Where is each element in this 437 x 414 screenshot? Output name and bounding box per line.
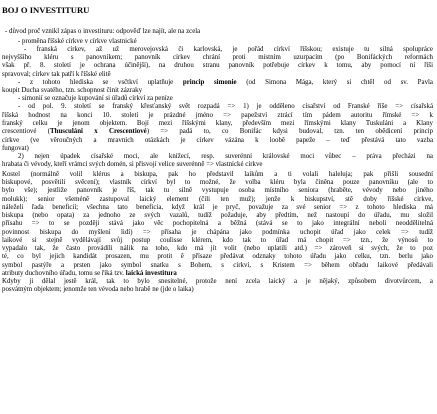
text-line: fungovat) bbox=[2, 145, 29, 152]
text-line: - simonií se označuje kupování si úřadů církví za peníze bbox=[18, 95, 173, 102]
text-line: - franská církev, až už merovejovská či karlovská, je pořád církví říšskou; existuje tu silná spolupráce bbox=[24, 46, 433, 53]
text-line: 2) nejen úpadek císařské moci, ale knížecí, resp. suverénní královské moci vůbec – práva přecházi na bbox=[18, 153, 433, 160]
text-line: hrabata či vévody, kteří vrámci svých domén, si přisvojí velice suverénně => vlastnické církve bbox=[2, 161, 263, 168]
text-line: koupit Ducha svatého, tzn. schopnost činit zázraky bbox=[2, 87, 143, 94]
bold-term: princip simonie bbox=[182, 79, 237, 86]
text-line: - proměna říšské církve v církve vlastnické bbox=[18, 38, 137, 45]
text-line: církve (ve věroučných a mravních otázkách je církev vázána k loobě papeže – teď přestává tato vazba bbox=[2, 137, 433, 144]
text-line: přísahu => to se později stává jako věc pochopitelná a běžná (stává se to jako integrální neboli neoddělitelná bbox=[2, 220, 433, 227]
text-line: bylo vše); jestliže panovník je říš, tak tu silně vystupuje osoba místního seniora (hraběte, vévody nebo jiného bbox=[2, 187, 433, 194]
text-line: náleželi řada beneficií; všechna tato beneficia, když král je pryč, považuje za své senior => z tohoto hlediska má bbox=[2, 204, 433, 211]
text-line: biskupové, posvětili svěcení); vlastník církví byl to možné, že volba kléru byla činěna pouze panovníku (ale to bbox=[2, 179, 433, 186]
bold-term: Thusculáni x Crescentiové bbox=[50, 128, 147, 135]
text-line: té, co byl jejich kandidát prosazen, mu protit ě přísaze předávat odznaky tohoto úřadu jako celku, tzn. berlu jako bbox=[2, 253, 433, 260]
text-line: posvátným objektem; jenomže ten vévoda nebo hrabě ne (jde o laika) bbox=[2, 286, 194, 293]
text-line: Kdyby ji dělal jestě král, tak to bylo snesitelné, protože není zcela laický a je nějaký, způsobem divotvůrcem, a bbox=[2, 278, 433, 285]
text-line: symbol pastýře a prsten jako symbol snatku s Bohem, s církví, s Kristem => během obřadu laikové předávali bbox=[2, 262, 433, 269]
text-line: franský celku je jenom objektem. Bojí mezi říšskými klany, především mezi římskými klany Tuskuláni a Klany bbox=[2, 120, 433, 127]
text-line: - důvod proč vznikl zápas o investituru: odpověď lze najít, ale na zcela bbox=[5, 28, 201, 35]
text-line: biskupa (nebo opata) za jednoho ze svých vazalů, tudíž požaduje, aby předtím, než nastoupí do úřadu, mu složil bbox=[2, 212, 433, 219]
page-title: BOJ O INVESTITURU bbox=[2, 5, 90, 15]
text-line: - od pol. 9. století se franský křesťanský svět rozpadá => 1) je odděleno císařství od Franské říše => císařská bbox=[18, 103, 433, 110]
text-line: - z tohoto hlediska se vsčtkví uplatňuje princip simonie (od Simona Mága, který si chtěl od sv. Pavla bbox=[18, 79, 433, 86]
text-line: molukk); senior všeméně zastupoval laický element (čili ten muž); jenže k biskupství, stě doby říšské církve, bbox=[2, 196, 433, 203]
text-line: spravoval; církev tak patří k říšské elitě bbox=[2, 71, 111, 78]
text-line: však př. 8. století je ochrana účinější), na druhou stranu panovník potřebuje církev k tomu, aby pomocí ní říši bbox=[2, 62, 433, 69]
text-line: vypadalo tak, že často provádíli nálik na toho, kdo má jít volit (nebo uplatili atd.) => zároveň si svých, že to poz bbox=[2, 245, 433, 252]
text-line: nejvyššího kléru s panovníkem; panovník církev chrání proti místním uzurpacím (po Bonifáckých reformách bbox=[2, 54, 433, 61]
text-line: atributy duchovního úřadu, tomu se říká tzv. laická investitura bbox=[2, 270, 177, 277]
text-line: Kostel (normálně volil klérus a biskupa, pak ho představil laikům a ti volali haleluja; pak přišli sousední bbox=[2, 171, 433, 178]
text-line: laikové si stejně vydělávají svůj postup coulisse klérem, kdo tak to úřad má chopit => tzn., že výnosů to bbox=[2, 237, 433, 244]
text-line: crescentiové (Thusculáni x Crescentiové) => padá to, co Bonifác kdysi budoval, tzn. ten obědicení princip bbox=[2, 128, 433, 135]
text-line: říšská hodnost na konci 10. století je prázdné jméno => papežství ztrácí tím pádem autoritu římské => k bbox=[2, 112, 433, 119]
text-line: povinnost biskupa do myšlení lidí) => přísaha je chápána jako podmínka uchopit úřad jako celek => tudíž bbox=[2, 229, 433, 236]
bold-term: laická investitura bbox=[125, 270, 177, 277]
